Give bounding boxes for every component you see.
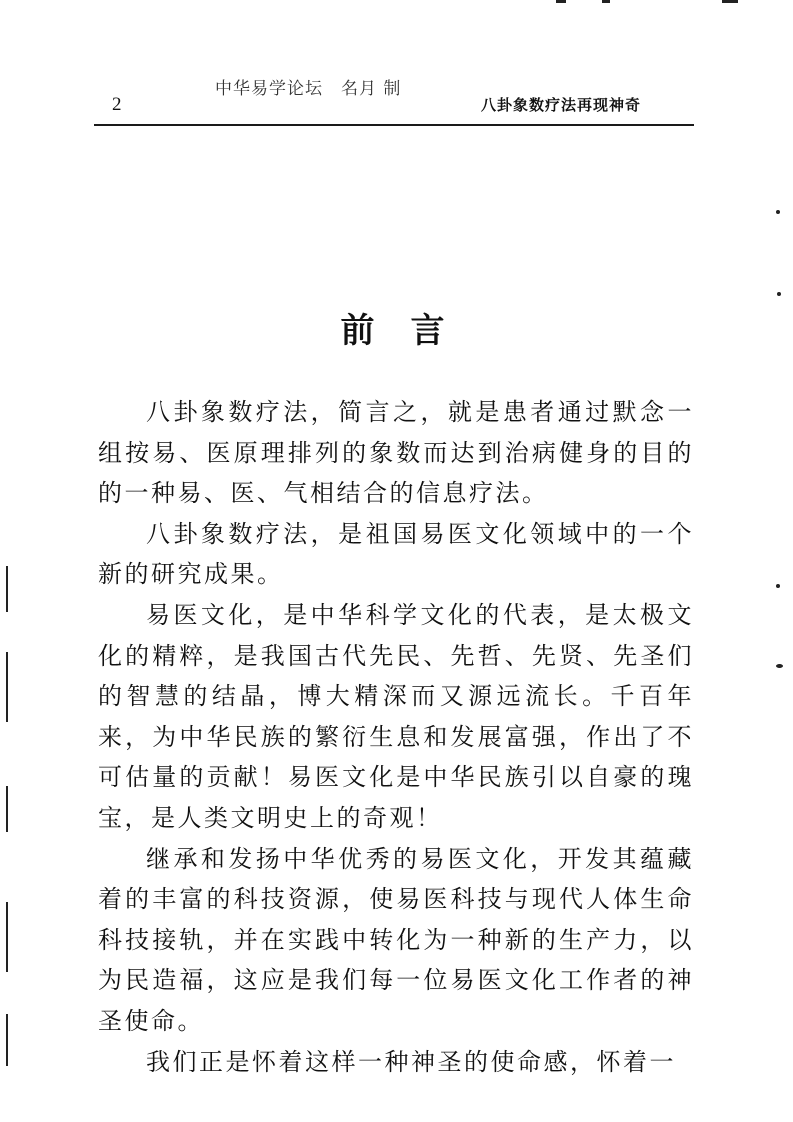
paragraph: 八卦象数疗法，简言之，就是患者通过默念一组按易、医原理排列的象数而达到治病健身的目的的一种易、医、气相结合的信息疗法。 — [98, 398, 694, 508]
scan-margin-line — [6, 786, 8, 832]
header-watermark: 中华易学论坛 名月 制 — [215, 79, 402, 99]
paragraph: 易医文化，是中华科学文化的代表，是太极文化的精粹，是我国古代先民、先哲、先贤、先圣们的智慧的结晶，博大精深而又源远流长。千百年来，为中华民族的繁衍生息和发展富强，作出了不可估量的贡献！易医文化是中华民族引以自豪的瑰宝，是人类文明史上的奇观！ — [98, 600, 694, 832]
scan-speck — [602, 0, 610, 3]
scan-dot — [776, 584, 780, 588]
body-text — [98, 392, 694, 1082]
paragraph: 我们正是怀着这样一种神圣的使命感，怀着一 — [146, 1047, 676, 1076]
scan-margin-line — [6, 1014, 8, 1066]
page-title: 前言 — [340, 310, 481, 351]
scan-dot — [777, 292, 781, 296]
running-title: 八卦象数疗法再现神奇 — [481, 96, 642, 114]
paragraph: 八卦象数疗法，是祖国易医文化领域中的一个新的研究成果。 — [98, 519, 694, 589]
scan-margin-line — [6, 566, 8, 612]
page-number: 2 — [112, 94, 122, 115]
scan-margin-line — [6, 652, 8, 722]
scan-dot — [776, 664, 783, 668]
header-rule — [94, 124, 694, 126]
scan-speck — [556, 0, 566, 3]
scan-dot — [776, 210, 780, 214]
scan-margin-line — [6, 902, 8, 972]
scan-speck — [722, 0, 738, 3]
paragraph: 继承和发扬中华优秀的易医文化，开发其蕴藏着的丰富的科技资源，使易医科技与现代人体生命科技接轨，并在实践中转化为一种新的生产力，以为民造福，这应是我们每一位易医文化工作者的神圣使命。 — [98, 844, 694, 1035]
